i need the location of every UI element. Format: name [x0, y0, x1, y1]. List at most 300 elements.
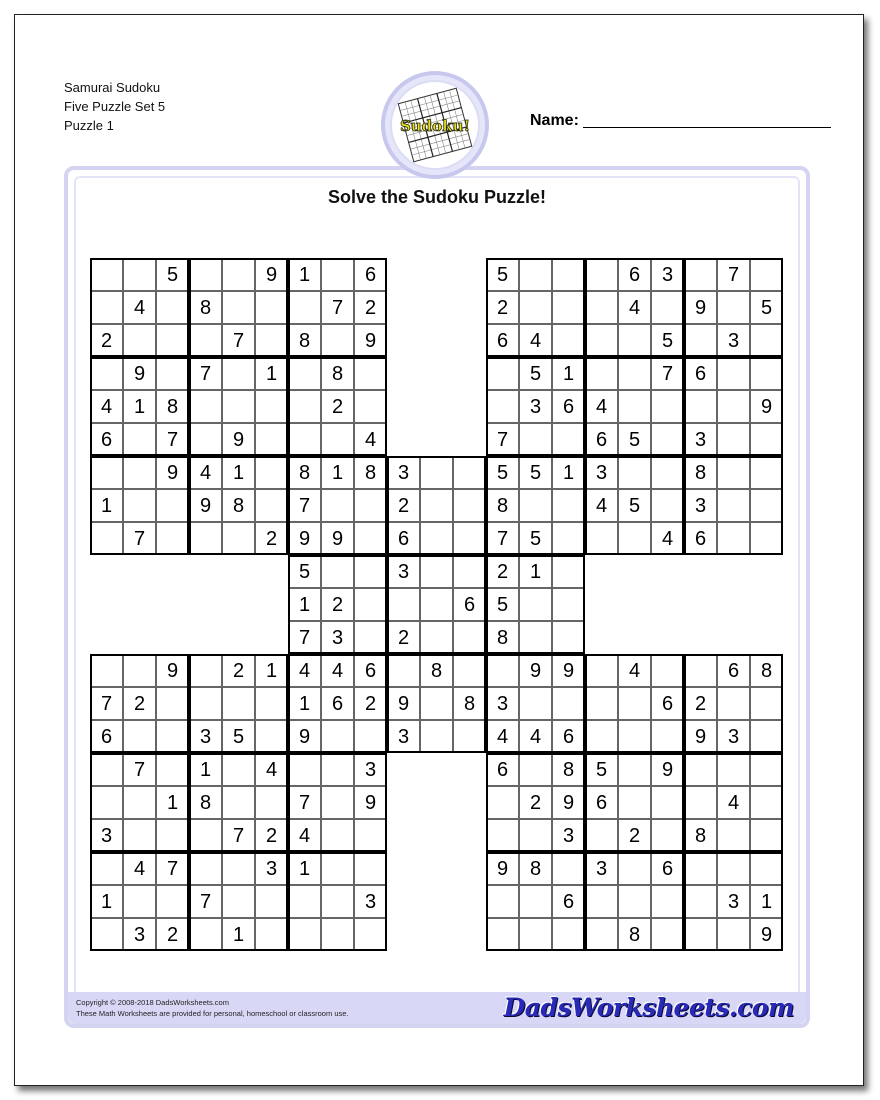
sudoku-cell[interactable] [750, 852, 783, 885]
sudoku-cell[interactable] [189, 852, 222, 885]
sudoku-cell[interactable]: 6 [651, 687, 684, 720]
sudoku-cell[interactable] [717, 753, 750, 786]
sudoku-cell[interactable] [717, 687, 750, 720]
sudoku-cell[interactable] [222, 885, 255, 918]
sudoku-cell[interactable] [519, 918, 552, 951]
sudoku-cell[interactable] [90, 654, 123, 687]
sudoku-cell[interactable] [519, 291, 552, 324]
sudoku-cell[interactable]: 8 [684, 819, 717, 852]
sudoku-cell[interactable] [750, 720, 783, 753]
sudoku-cell[interactable] [354, 555, 387, 588]
sudoku-cell[interactable] [156, 687, 189, 720]
sudoku-cell[interactable] [651, 456, 684, 489]
sudoku-cell[interactable] [90, 258, 123, 291]
sudoku-cell[interactable] [222, 522, 255, 555]
sudoku-cell[interactable] [321, 819, 354, 852]
sudoku-cell[interactable]: 3 [651, 258, 684, 291]
sudoku-cell[interactable]: 1 [750, 885, 783, 918]
sudoku-cell[interactable] [321, 324, 354, 357]
sudoku-cell[interactable]: 3 [90, 819, 123, 852]
sudoku-cell[interactable] [354, 621, 387, 654]
sudoku-cell[interactable]: 6 [486, 753, 519, 786]
sudoku-cell[interactable] [453, 456, 486, 489]
sudoku-cell[interactable] [288, 291, 321, 324]
sudoku-cell[interactable]: 4 [321, 654, 354, 687]
sudoku-cell[interactable] [684, 390, 717, 423]
sudoku-cell[interactable]: 1 [255, 654, 288, 687]
sudoku-cell[interactable]: 3 [321, 621, 354, 654]
sudoku-cell[interactable]: 6 [90, 720, 123, 753]
sudoku-cell[interactable] [750, 753, 783, 786]
sudoku-cell[interactable] [585, 918, 618, 951]
sudoku-cell[interactable]: 4 [651, 522, 684, 555]
sudoku-cell[interactable] [750, 324, 783, 357]
sudoku-cell[interactable] [618, 753, 651, 786]
sudoku-cell[interactable] [585, 291, 618, 324]
sudoku-cell[interactable] [90, 918, 123, 951]
sudoku-cell[interactable]: 8 [486, 489, 519, 522]
sudoku-cell[interactable]: 7 [123, 753, 156, 786]
sudoku-cell[interactable] [453, 720, 486, 753]
sudoku-cell[interactable]: 9 [288, 522, 321, 555]
sudoku-cell[interactable]: 3 [189, 720, 222, 753]
sudoku-cell[interactable] [717, 456, 750, 489]
sudoku-cell[interactable]: 2 [156, 918, 189, 951]
sudoku-cell[interactable]: 6 [585, 786, 618, 819]
sudoku-cell[interactable] [750, 522, 783, 555]
sudoku-cell[interactable]: 4 [123, 852, 156, 885]
sudoku-cell[interactable]: 9 [123, 357, 156, 390]
sudoku-cell[interactable] [519, 687, 552, 720]
sudoku-cell[interactable] [420, 588, 453, 621]
sudoku-cell[interactable]: 4 [519, 324, 552, 357]
sudoku-cell[interactable]: 8 [288, 456, 321, 489]
sudoku-cell[interactable]: 4 [618, 291, 651, 324]
sudoku-cell[interactable] [684, 852, 717, 885]
sudoku-cell[interactable] [123, 720, 156, 753]
sudoku-cell[interactable] [321, 786, 354, 819]
sudoku-cell[interactable] [420, 720, 453, 753]
sudoku-cell[interactable]: 6 [354, 654, 387, 687]
sudoku-cell[interactable] [585, 687, 618, 720]
sudoku-cell[interactable] [321, 885, 354, 918]
sudoku-cell[interactable] [651, 654, 684, 687]
sudoku-cell[interactable] [90, 357, 123, 390]
sudoku-cell[interactable] [354, 357, 387, 390]
sudoku-cell[interactable]: 9 [684, 291, 717, 324]
sudoku-cell[interactable]: 1 [519, 555, 552, 588]
sudoku-cell[interactable] [156, 324, 189, 357]
sudoku-cell[interactable]: 8 [354, 456, 387, 489]
sudoku-cell[interactable] [255, 885, 288, 918]
sudoku-cell[interactable]: 5 [618, 489, 651, 522]
sudoku-cell[interactable] [618, 522, 651, 555]
sudoku-cell[interactable] [750, 456, 783, 489]
sudoku-cell[interactable] [585, 522, 618, 555]
sudoku-cell[interactable] [651, 720, 684, 753]
sudoku-cell[interactable]: 2 [486, 291, 519, 324]
sudoku-cell[interactable]: 2 [387, 489, 420, 522]
sudoku-cell[interactable] [387, 654, 420, 687]
sudoku-cell[interactable]: 8 [288, 324, 321, 357]
sudoku-cell[interactable] [420, 687, 453, 720]
sudoku-cell[interactable]: 3 [585, 456, 618, 489]
sudoku-cell[interactable] [519, 819, 552, 852]
sudoku-cell[interactable]: 2 [255, 522, 288, 555]
sudoku-cell[interactable]: 6 [552, 720, 585, 753]
sudoku-cell[interactable]: 2 [354, 291, 387, 324]
sudoku-cell[interactable]: 9 [684, 720, 717, 753]
sudoku-cell[interactable] [222, 390, 255, 423]
sudoku-cell[interactable]: 2 [222, 654, 255, 687]
sudoku-cell[interactable]: 9 [552, 654, 585, 687]
sudoku-cell[interactable] [519, 489, 552, 522]
sudoku-cell[interactable] [222, 357, 255, 390]
sudoku-cell[interactable]: 6 [618, 258, 651, 291]
sudoku-cell[interactable] [123, 423, 156, 456]
sudoku-cell[interactable]: 9 [354, 324, 387, 357]
sudoku-cell[interactable] [453, 621, 486, 654]
sudoku-cell[interactable] [321, 258, 354, 291]
sudoku-cell[interactable] [255, 720, 288, 753]
sudoku-cell[interactable] [255, 291, 288, 324]
sudoku-cell[interactable]: 7 [651, 357, 684, 390]
sudoku-cell[interactable]: 9 [156, 654, 189, 687]
sudoku-cell[interactable] [123, 654, 156, 687]
sudoku-cell[interactable]: 2 [90, 324, 123, 357]
sudoku-cell[interactable]: 1 [321, 456, 354, 489]
sudoku-cell[interactable] [156, 357, 189, 390]
sudoku-cell[interactable] [321, 489, 354, 522]
sudoku-cell[interactable]: 3 [354, 885, 387, 918]
sudoku-cell[interactable] [750, 489, 783, 522]
sudoku-cell[interactable] [585, 819, 618, 852]
sudoku-cell[interactable] [255, 390, 288, 423]
sudoku-cell[interactable] [519, 423, 552, 456]
sudoku-cell[interactable]: 6 [453, 588, 486, 621]
sudoku-cell[interactable]: 4 [354, 423, 387, 456]
sudoku-cell[interactable] [585, 654, 618, 687]
sudoku-cell[interactable] [453, 654, 486, 687]
sudoku-cell[interactable]: 8 [750, 654, 783, 687]
sudoku-cell[interactable] [651, 819, 684, 852]
sudoku-cell[interactable]: 4 [585, 390, 618, 423]
sudoku-cell[interactable]: 1 [222, 456, 255, 489]
sudoku-cell[interactable] [354, 852, 387, 885]
sudoku-cell[interactable] [354, 489, 387, 522]
sudoku-cell[interactable] [552, 258, 585, 291]
sudoku-cell[interactable]: 7 [288, 489, 321, 522]
sudoku-cell[interactable]: 7 [288, 786, 321, 819]
sudoku-cell[interactable] [552, 621, 585, 654]
sudoku-cell[interactable] [750, 687, 783, 720]
sudoku-cell[interactable]: 7 [321, 291, 354, 324]
sudoku-cell[interactable] [717, 852, 750, 885]
sudoku-cell[interactable]: 9 [288, 720, 321, 753]
sudoku-cell[interactable]: 9 [222, 423, 255, 456]
sudoku-cell[interactable]: 5 [651, 324, 684, 357]
sudoku-cell[interactable] [684, 258, 717, 291]
sudoku-cell[interactable] [618, 687, 651, 720]
sudoku-cell[interactable] [618, 786, 651, 819]
sudoku-cell[interactable]: 6 [684, 357, 717, 390]
sudoku-cell[interactable]: 4 [618, 654, 651, 687]
sudoku-cell[interactable] [684, 753, 717, 786]
sudoku-cell[interactable]: 8 [486, 621, 519, 654]
sudoku-cell[interactable]: 1 [552, 456, 585, 489]
sudoku-cell[interactable] [684, 324, 717, 357]
sudoku-cell[interactable]: 3 [354, 753, 387, 786]
sudoku-cell[interactable]: 8 [156, 390, 189, 423]
sudoku-cell[interactable] [123, 786, 156, 819]
sudoku-cell[interactable] [552, 555, 585, 588]
sudoku-cell[interactable]: 5 [222, 720, 255, 753]
sudoku-cell[interactable]: 1 [156, 786, 189, 819]
sudoku-cell[interactable]: 3 [717, 885, 750, 918]
sudoku-cell[interactable] [618, 885, 651, 918]
sudoku-cell[interactable] [255, 918, 288, 951]
sudoku-cell[interactable]: 8 [552, 753, 585, 786]
sudoku-cell[interactable] [321, 753, 354, 786]
sudoku-cell[interactable] [651, 918, 684, 951]
sudoku-cell[interactable] [717, 357, 750, 390]
sudoku-cell[interactable] [684, 918, 717, 951]
sudoku-cell[interactable]: 8 [189, 291, 222, 324]
sudoku-cell[interactable] [651, 423, 684, 456]
sudoku-cell[interactable] [288, 885, 321, 918]
sudoku-cell[interactable]: 3 [585, 852, 618, 885]
sudoku-cell[interactable] [321, 423, 354, 456]
sudoku-cell[interactable] [90, 522, 123, 555]
sudoku-cell[interactable] [585, 357, 618, 390]
sudoku-cell[interactable]: 8 [453, 687, 486, 720]
sudoku-cell[interactable]: 1 [90, 885, 123, 918]
sudoku-cell[interactable]: 2 [387, 621, 420, 654]
sudoku-cell[interactable]: 6 [321, 687, 354, 720]
sudoku-cell[interactable]: 4 [123, 291, 156, 324]
sudoku-cell[interactable] [486, 786, 519, 819]
sudoku-cell[interactable] [90, 852, 123, 885]
sudoku-cell[interactable] [288, 918, 321, 951]
sudoku-cell[interactable]: 6 [90, 423, 123, 456]
sudoku-cell[interactable]: 2 [354, 687, 387, 720]
sudoku-cell[interactable]: 5 [486, 258, 519, 291]
sudoku-cell[interactable] [288, 390, 321, 423]
sudoku-cell[interactable] [420, 456, 453, 489]
sudoku-cell[interactable] [189, 390, 222, 423]
sudoku-cell[interactable]: 2 [255, 819, 288, 852]
sudoku-cell[interactable]: 8 [222, 489, 255, 522]
sudoku-cell[interactable]: 7 [189, 357, 222, 390]
sudoku-cell[interactable] [519, 885, 552, 918]
sudoku-cell[interactable] [552, 852, 585, 885]
sudoku-cell[interactable]: 2 [618, 819, 651, 852]
sudoku-cell[interactable] [222, 687, 255, 720]
sudoku-cell[interactable] [222, 258, 255, 291]
sudoku-cell[interactable] [90, 456, 123, 489]
sudoku-cell[interactable] [90, 291, 123, 324]
sudoku-cell[interactable]: 6 [717, 654, 750, 687]
sudoku-cell[interactable] [420, 621, 453, 654]
sudoku-cell[interactable]: 5 [519, 456, 552, 489]
sudoku-cell[interactable]: 3 [255, 852, 288, 885]
sudoku-cell[interactable] [585, 720, 618, 753]
sudoku-cell[interactable] [717, 390, 750, 423]
sudoku-cell[interactable] [123, 885, 156, 918]
sudoku-cell[interactable] [684, 654, 717, 687]
sudoku-cell[interactable] [750, 357, 783, 390]
sudoku-cell[interactable]: 7 [486, 423, 519, 456]
sudoku-cell[interactable] [420, 522, 453, 555]
sudoku-cell[interactable] [618, 852, 651, 885]
sudoku-cell[interactable] [90, 753, 123, 786]
sudoku-cell[interactable] [288, 753, 321, 786]
sudoku-cell[interactable] [453, 555, 486, 588]
sudoku-cell[interactable]: 9 [321, 522, 354, 555]
sudoku-cell[interactable] [618, 324, 651, 357]
sudoku-cell[interactable]: 2 [321, 390, 354, 423]
sudoku-cell[interactable]: 8 [189, 786, 222, 819]
sudoku-cell[interactable] [354, 720, 387, 753]
sudoku-cell[interactable] [519, 753, 552, 786]
sudoku-cell[interactable]: 1 [123, 390, 156, 423]
sudoku-cell[interactable] [717, 918, 750, 951]
sudoku-cell[interactable]: 4 [288, 819, 321, 852]
sudoku-cell[interactable] [684, 786, 717, 819]
sudoku-cell[interactable]: 3 [717, 720, 750, 753]
sudoku-cell[interactable]: 2 [684, 687, 717, 720]
sudoku-cell[interactable] [717, 423, 750, 456]
sudoku-cell[interactable]: 3 [387, 720, 420, 753]
sudoku-cell[interactable] [717, 522, 750, 555]
sudoku-cell[interactable]: 1 [288, 588, 321, 621]
sudoku-cell[interactable]: 3 [717, 324, 750, 357]
sudoku-cell[interactable] [486, 357, 519, 390]
sudoku-cell[interactable]: 8 [684, 456, 717, 489]
sudoku-cell[interactable] [486, 918, 519, 951]
sudoku-cell[interactable] [651, 390, 684, 423]
sudoku-cell[interactable] [255, 786, 288, 819]
sudoku-cell[interactable] [387, 588, 420, 621]
sudoku-cell[interactable]: 7 [222, 324, 255, 357]
sudoku-cell[interactable]: 1 [288, 258, 321, 291]
sudoku-cell[interactable]: 4 [288, 654, 321, 687]
sudoku-cell[interactable] [519, 588, 552, 621]
sudoku-cell[interactable]: 1 [288, 852, 321, 885]
sudoku-cell[interactable] [651, 291, 684, 324]
sudoku-cell[interactable]: 6 [387, 522, 420, 555]
sudoku-cell[interactable]: 6 [486, 324, 519, 357]
sudoku-cell[interactable] [189, 324, 222, 357]
sudoku-cell[interactable] [156, 522, 189, 555]
sudoku-cell[interactable] [189, 918, 222, 951]
sudoku-cell[interactable] [684, 885, 717, 918]
sudoku-cell[interactable] [585, 324, 618, 357]
sudoku-cell[interactable] [585, 258, 618, 291]
sudoku-cell[interactable] [222, 786, 255, 819]
sudoku-cell[interactable] [354, 522, 387, 555]
sudoku-cell[interactable] [189, 423, 222, 456]
sudoku-cell[interactable] [156, 720, 189, 753]
sudoku-cell[interactable]: 9 [750, 918, 783, 951]
sudoku-cell[interactable]: 1 [255, 357, 288, 390]
sudoku-cell[interactable]: 5 [519, 522, 552, 555]
sudoku-cell[interactable]: 9 [486, 852, 519, 885]
sudoku-cell[interactable]: 7 [717, 258, 750, 291]
sudoku-cell[interactable] [90, 786, 123, 819]
sudoku-cell[interactable]: 3 [387, 555, 420, 588]
sudoku-cell[interactable]: 3 [552, 819, 585, 852]
sudoku-cell[interactable] [156, 753, 189, 786]
sudoku-cell[interactable]: 3 [684, 423, 717, 456]
sudoku-cell[interactable] [321, 555, 354, 588]
sudoku-cell[interactable] [123, 324, 156, 357]
sudoku-cell[interactable]: 7 [486, 522, 519, 555]
sudoku-cell[interactable] [717, 489, 750, 522]
sudoku-cell[interactable]: 4 [717, 786, 750, 819]
sudoku-cell[interactable] [255, 687, 288, 720]
sudoku-cell[interactable]: 8 [519, 852, 552, 885]
sudoku-cell[interactable]: 6 [552, 885, 585, 918]
sudoku-cell[interactable] [321, 852, 354, 885]
sudoku-cell[interactable] [552, 291, 585, 324]
sudoku-cell[interactable]: 9 [156, 456, 189, 489]
sudoku-cell[interactable]: 9 [552, 786, 585, 819]
sudoku-cell[interactable]: 5 [288, 555, 321, 588]
sudoku-cell[interactable]: 7 [156, 423, 189, 456]
sudoku-cell[interactable]: 9 [651, 753, 684, 786]
sudoku-cell[interactable] [420, 555, 453, 588]
sudoku-cell[interactable] [189, 687, 222, 720]
sudoku-cell[interactable]: 6 [354, 258, 387, 291]
sudoku-cell[interactable]: 8 [420, 654, 453, 687]
sudoku-cell[interactable]: 7 [189, 885, 222, 918]
sudoku-cell[interactable]: 2 [321, 588, 354, 621]
sudoku-cell[interactable]: 4 [585, 489, 618, 522]
sudoku-cell[interactable]: 4 [255, 753, 288, 786]
sudoku-cell[interactable] [651, 489, 684, 522]
sudoku-cell[interactable]: 5 [585, 753, 618, 786]
sudoku-cell[interactable]: 9 [189, 489, 222, 522]
sudoku-cell[interactable] [486, 654, 519, 687]
sudoku-cell[interactable] [717, 291, 750, 324]
sudoku-cell[interactable] [255, 489, 288, 522]
sudoku-cell[interactable] [123, 456, 156, 489]
sudoku-cell[interactable] [552, 324, 585, 357]
sudoku-cell[interactable]: 4 [486, 720, 519, 753]
sudoku-cell[interactable] [321, 720, 354, 753]
sudoku-cell[interactable]: 6 [651, 852, 684, 885]
sudoku-cell[interactable] [651, 786, 684, 819]
sudoku-cell[interactable]: 1 [222, 918, 255, 951]
sudoku-cell[interactable] [651, 885, 684, 918]
sudoku-cell[interactable] [486, 819, 519, 852]
sudoku-cell[interactable]: 3 [123, 918, 156, 951]
sudoku-cell[interactable]: 9 [387, 687, 420, 720]
sudoku-cell[interactable]: 1 [189, 753, 222, 786]
sudoku-cell[interactable] [288, 423, 321, 456]
sudoku-cell[interactable] [552, 423, 585, 456]
sudoku-cell[interactable]: 6 [552, 390, 585, 423]
sudoku-cell[interactable] [189, 654, 222, 687]
sudoku-cell[interactable] [552, 522, 585, 555]
sudoku-cell[interactable]: 1 [552, 357, 585, 390]
sudoku-cell[interactable] [156, 819, 189, 852]
sudoku-cell[interactable] [123, 258, 156, 291]
sudoku-cell[interactable]: 3 [684, 489, 717, 522]
sudoku-cell[interactable] [123, 489, 156, 522]
sudoku-cell[interactable] [552, 918, 585, 951]
